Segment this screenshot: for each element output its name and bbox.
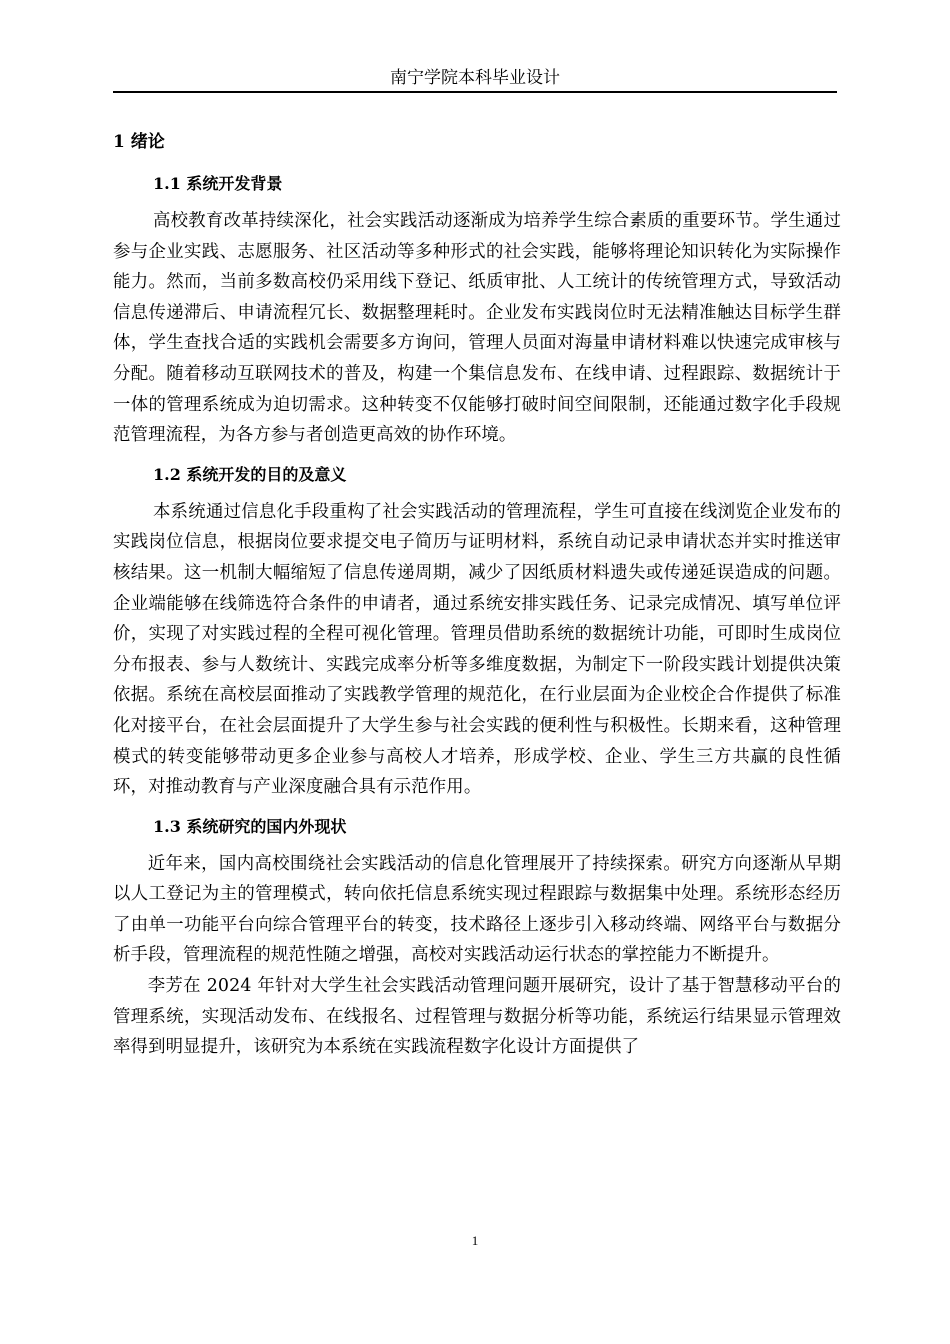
section-heading-1-2: 1.2 系统开发的目的及意义 bbox=[153, 464, 347, 484]
header-divider bbox=[113, 91, 837, 93]
paragraph-background: 高校教育改革持续深化，社会实践活动逐渐成为培养学生综合素质的重要环节。学生通过参与企业实践、志愿服务、社区活动等多种形式的社会实践，能够将理论知识转化为实际操作能力。然而，当前多数高校仍采用线下登记、纸质审批、人工统计的传统管理方式，导致活动信息传递滞后、申请流程冗长、数据整理耗时。企业发布实践岗位时无法精准触达目标学生群体，学生查找合适的实践机会需要多方询问，管理人员面对海量申请材料难以快速完成审核与分配。随着移动互联网技术的普及，构建一个集信息发布、在线申请、过程跟踪、数据统计于一体的管理系统成为迫切需求。这种转变不仅能够打破时间空间限制，还能通过数字化手段规范管理流程，为各方参与者创造更高效的协作环境。 bbox=[113, 211, 841, 446]
paragraph-status-overview: 近年来，国内高校围绕社会实践活动的信息化管理展开了持续探索。研究方向逐渐从早期以人工登记为主的管理模式，转向依托信息系统实现过程跟踪与数据集中处理。系统形态经历了由单一功能平台向综合管理平台的转变，技术路径上逐步引入移动终端、网络平台与数据分析手段，管理流程的规范性随之增强，高校对实践活动运行状态的掌控能力不断提升。 bbox=[113, 853, 841, 966]
paragraph-purpose: 本系统通过信息化手段重构了社会实践活动的管理流程，学生可直接在线浏览企业发布的实践岗位信息，根据岗位要求提交电子简历与证明材料，系统自动记录申请状态并实时推送审核结果。这一机制大幅缩短了信息传递周期，减少了因纸质材料遗失或传递延误造成的问题。企业端能够在线筛选符合条件的申请者，通过系统安排实践任务、记录完成情况、填写单位评价，实现了对实践过程的全程可视化管理。管理员借助系统的数据统计功能，可即时生成岗位分布报表、参与人数统计、实践完成率分析等多维度数据，为制定下一阶段实践计划提供决策依据。系统在高校层面推动了实践教学管理的规范化，在行业层面为企业校企合作提供了标准化对接平台，在社会层面提升了大学生参与社会实践的便利性与积极性。长期来看，这种管理模式的转变能够带动更多企业参与高校人才培养，形成学校、企业、学生三方共赢的良性循环，对推动教育与产业深度融合具有示范作用。 bbox=[113, 501, 841, 798]
paragraph-status-li-fang: 李芳在 2024 年针对大学生社会实践活动管理问题开展研究，设计了基于智慧移动平台的管理系统，实现活动发布、在线报名、过程管理与数据分析等功能，系统运行结果显示管理效率得到明显提升，该研究为本系统在实践流程数字化设计方面提供了 bbox=[113, 976, 841, 1058]
chapter-heading: 1 绪论 bbox=[113, 132, 165, 152]
running-header-title: 南宁学院本科毕业设计 bbox=[390, 68, 560, 88]
page-number: 1 bbox=[471, 1233, 479, 1248]
section-heading-1-3: 1.3 系统研究的国内外现状 bbox=[153, 816, 347, 836]
body-content bbox=[113, 128, 841, 1073]
section-heading-1-1: 1.1 系统开发背景 bbox=[153, 174, 283, 193]
